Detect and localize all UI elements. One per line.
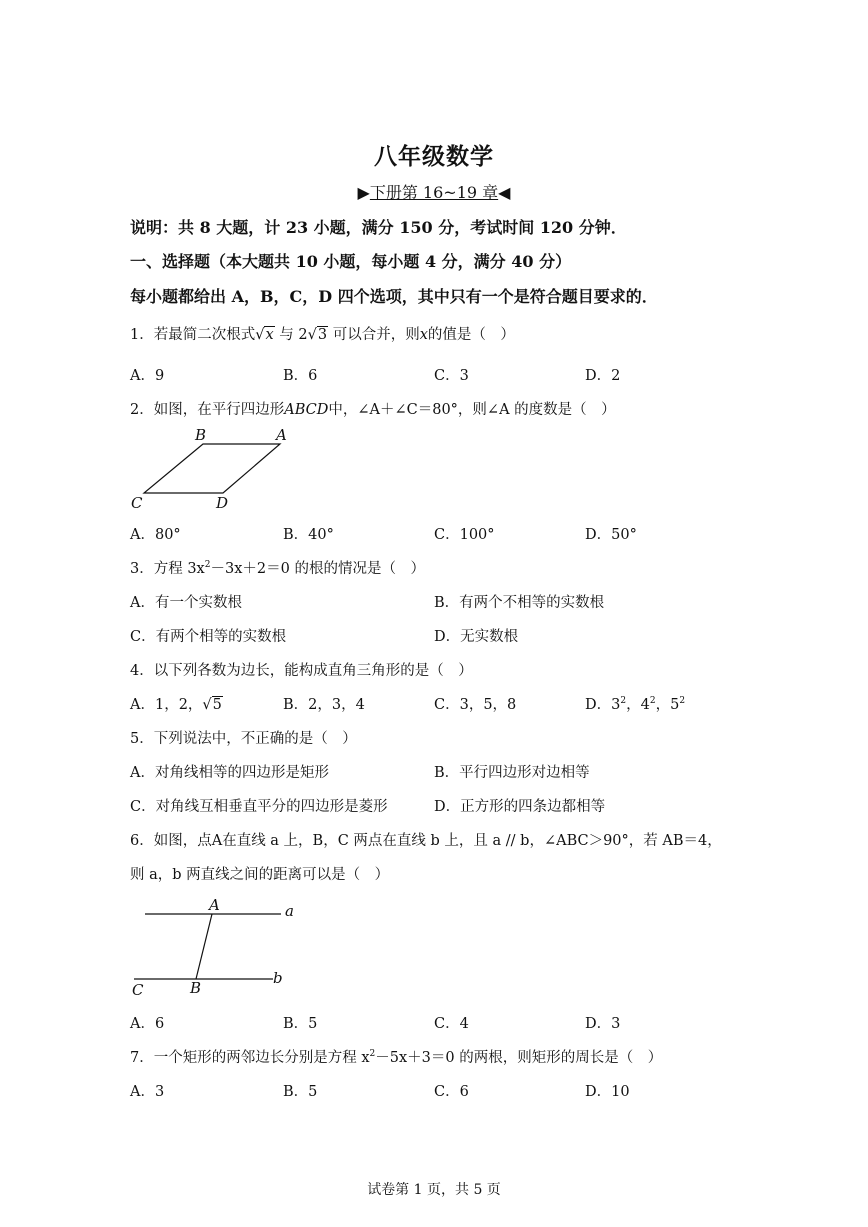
label-a-point: A [209, 896, 220, 914]
question-4-option-c: C．3，5，8 [434, 697, 517, 713]
question-7-option-b: B．5 [283, 1084, 318, 1100]
question-7-option-d: D．10 [585, 1084, 630, 1100]
section-instruction: 每小题都给出 A，B，C，D 四个选项，其中只有一个是符合题目要求的． [130, 287, 658, 306]
question-6-stem-line-1: 6．如图，点A在直线 a 上，B，C 两点在直线 b 上，且 a // b，∠ABC＞90°，若 AB＝4， [130, 833, 722, 849]
label-a: A [276, 426, 287, 444]
page-title: 八年级数学 [374, 143, 494, 170]
label-b-point: B [190, 979, 202, 997]
question-1-option-d: D．2 [585, 368, 621, 384]
question-4-option-b: B．2，3，4 [283, 697, 365, 713]
question-7-option-a: A．3 [130, 1084, 165, 1100]
question-2-option-c: C．100° [434, 527, 495, 543]
question-3-stem: 3．方程 $3x^2-3x+2=0$ 的根的情况是（ ） [130, 560, 425, 577]
question-1-option-b: B．6 [283, 368, 318, 384]
left-marker: ▶ [357, 183, 370, 202]
question-6-option-d: D．3 [585, 1016, 621, 1032]
question-5-option-b: B．平行四边形对边相等 [434, 765, 590, 781]
page-footer: 试卷第 1 页，共 5 页 [367, 1182, 501, 1198]
question-5-option-c: C．对角线互相垂直平分的四边形是菱形 [130, 799, 388, 815]
chapter-text: 下册第 16~19 章 [369, 183, 499, 202]
segment-ab [196, 914, 212, 979]
question-7-option-c: C．6 [434, 1084, 469, 1100]
question-6-stem-line-2: 则 a，b 两直线之间的距离可以是（ ） [130, 867, 390, 883]
question-6-option-b: B．5 [283, 1016, 318, 1032]
question-1-option-c: C．3 [434, 368, 469, 384]
question-2-option-b: B．40° [283, 527, 334, 543]
parallelogram-figure [128, 424, 298, 514]
question-4-stem: 4．以下列各数为边长，能构成直角三角形的是（ ） [130, 663, 473, 679]
parallel-lines-figure [128, 893, 303, 1003]
question-5-option-a: A．对角线相等的四边形是矩形 [130, 765, 329, 781]
question-5-stem: 5．下列说法中，不正确的是（ ） [130, 731, 357, 747]
question-4-option-a: A．1，2，√5 [130, 697, 222, 713]
question-4-option-d: D．$3^2$，$4^2$，$5^2$ [585, 696, 686, 713]
question-6-option-c: C．4 [434, 1016, 469, 1032]
label-c-point: C [132, 981, 144, 999]
question-5-option-d: D．正方形的四条边都相等 [434, 799, 606, 815]
question-7-stem: 7．一个矩形的两邻边长分别是方程 $x^2-5x+3=0$ 的两根，则矩形的周长是（ ） [130, 1049, 663, 1066]
question-3-option-d: D．无实数根 [434, 629, 519, 645]
parallelogram-shape [144, 444, 280, 493]
chapter-range [0, 180, 868, 203]
sqrt-x: x [265, 327, 274, 343]
exam-instructions: 说明：共 8 大题，计 23 小题，满分 150 分，考试时间 120 分钟． [130, 218, 627, 237]
question-1-option-a: A．9 [130, 368, 165, 384]
question-2-option-d: D．50° [585, 527, 637, 543]
label-d: D [216, 494, 229, 512]
question-3-option-c: C．有两个相等的实数根 [130, 629, 287, 645]
label-c: C [131, 494, 143, 512]
label-line-b: b [273, 969, 283, 987]
right-marker: ◀ [498, 183, 511, 202]
question-3-option-b: B．有两个不相等的实数根 [434, 595, 605, 611]
question-2-stem: 2．如图，在平行四边形ABCD中，∠A＋∠C＝80°，则∠A 的度数是（ ） [130, 402, 616, 418]
question-3-option-a: A．有一个实数根 [130, 595, 242, 611]
question-1-stem: 1．若最简二次根式√x 与 2√3 可以合并，则x的值是（ ） [130, 327, 515, 343]
section-heading: 一、选择题（本大题共 10 小题，每小题 4 分，满分 40 分） [130, 252, 572, 271]
label-b: B [195, 426, 207, 444]
question-6-option-a: A．6 [130, 1016, 165, 1032]
label-line-a: a [285, 902, 294, 920]
question-2-option-a: A．80° [130, 527, 181, 543]
sqrt-3: 3 [317, 327, 328, 343]
